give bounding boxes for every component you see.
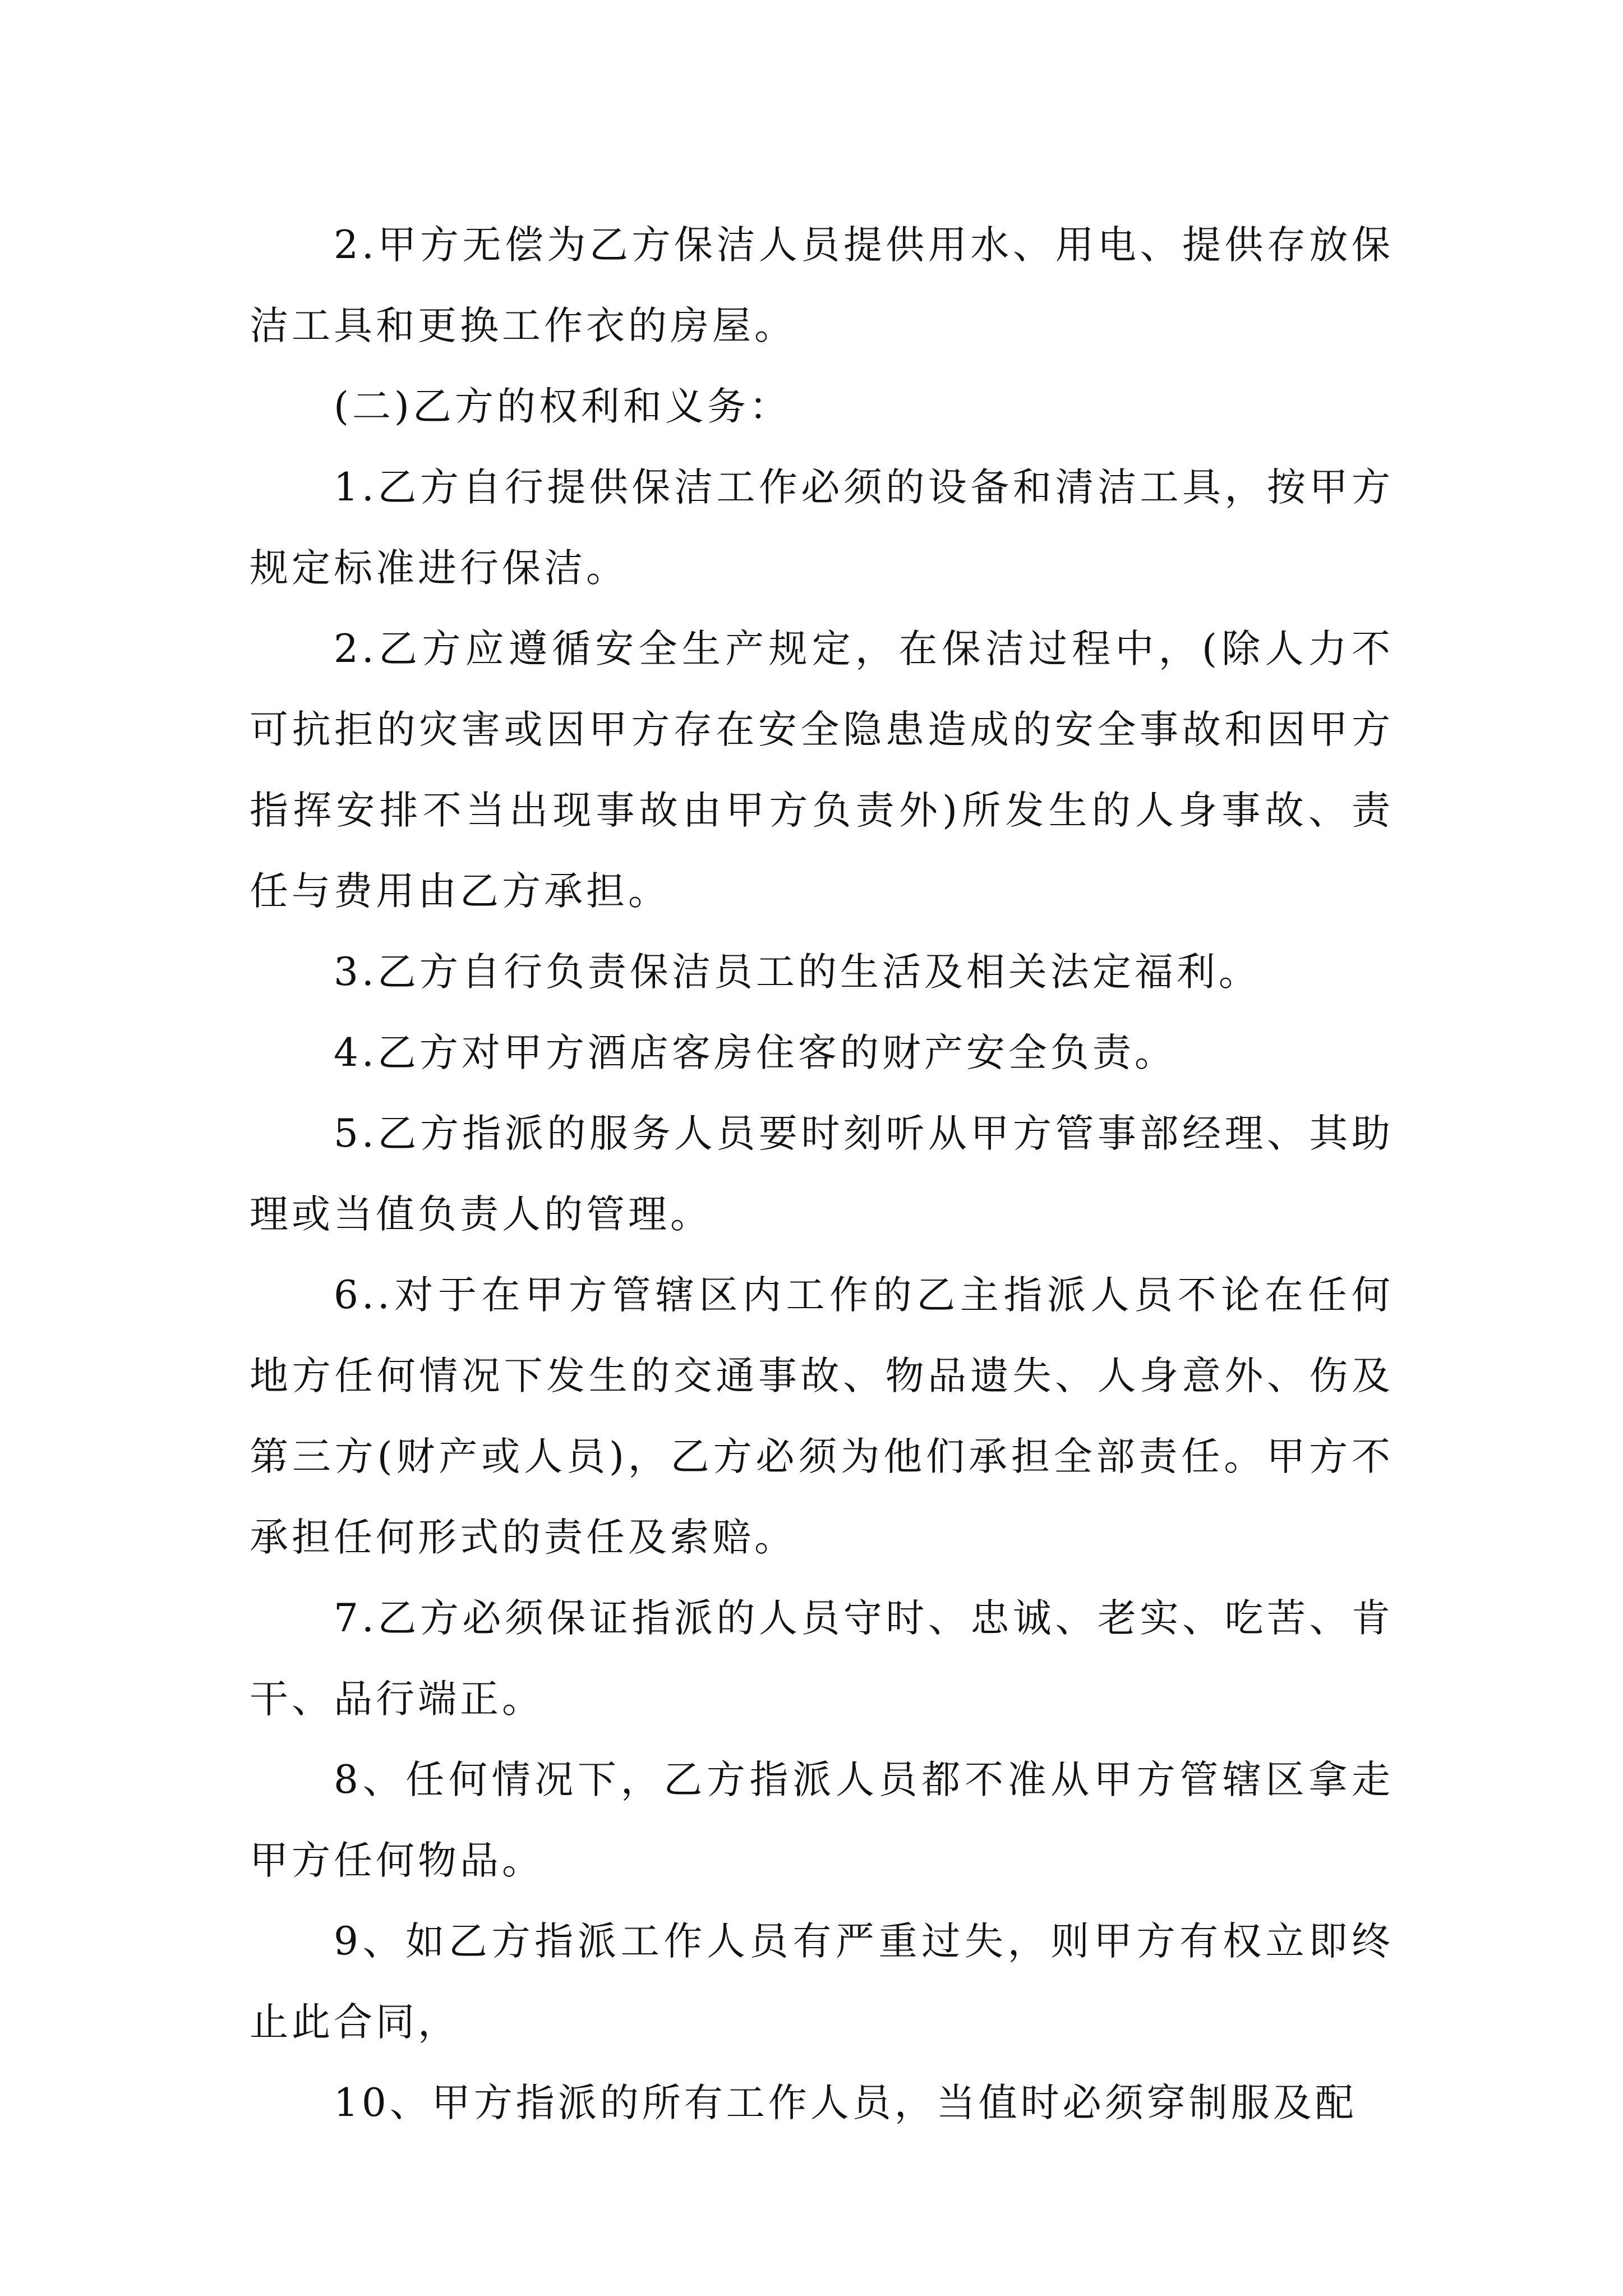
paragraph-9-termination: 9、如乙方指派工作人员有严重过失，则甲方有权立即终止此合同， [250,1919,1394,2045]
paragraph-4-property-safety: 4.乙方对甲方酒店客房住客的财产安全负责。 [334,1030,1177,1075]
paragraph-1-equipment: 1.乙方自行提供保洁工作必须的设备和清洁工具，按甲方规定标准进行保洁。 [250,465,1394,591]
paragraph-8-property-removal: 8、任何情况下，乙方指派人员都不准从甲方管辖区拿走甲方任何物品。 [250,1757,1394,1883]
paragraph-7-conduct: 7.乙方必须保证指派的人员守时、忠诚、老实、吃苦、肯干、品行端正。 [250,1596,1394,1722]
paragraph-3-welfare: 3.乙方自行负责保洁员工的生活及相关法定福利。 [334,950,1261,995]
paragraph-2-safety: 2.乙方应遵循安全生产规定，在保洁过程中，(除人力不可抗拒的灾害或因甲方存在安全隐患造成的安全事故和因甲方指挥安排不当出现事故由甲方负责外)所发生的人身事故、责任与费用由乙方承担。 [250,627,1394,914]
document-body [250,205,1394,2143]
paragraph-10-uniform: 10、甲方指派的所有工作人员，当值时必须穿制服及配 [334,2081,1357,2125]
paragraph-5-management: 5.乙方指派的服务人员要时刻听从甲方管事部经理、其助理或当值负责人的管理。 [250,1111,1394,1237]
paragraph-6-liability: 6..对于在甲方管辖区内工作的乙主指派人员不论在任何地方任何情况下发生的交通事故、物品遗失、人身意外、伤及第三方(财产或人员)，乙方必须为他们承担全部责任。甲方不承担任何形式的责任及索赔。 [250,1273,1394,1560]
section-heading-party-b-rights: (二)乙方的权利和义务： [334,384,791,429]
paragraph-2-facilities: 2.甲方无偿为乙方保洁人员提供用水、用电、提供存放保洁工具和更换工作衣的房屋。 [250,223,1394,348]
